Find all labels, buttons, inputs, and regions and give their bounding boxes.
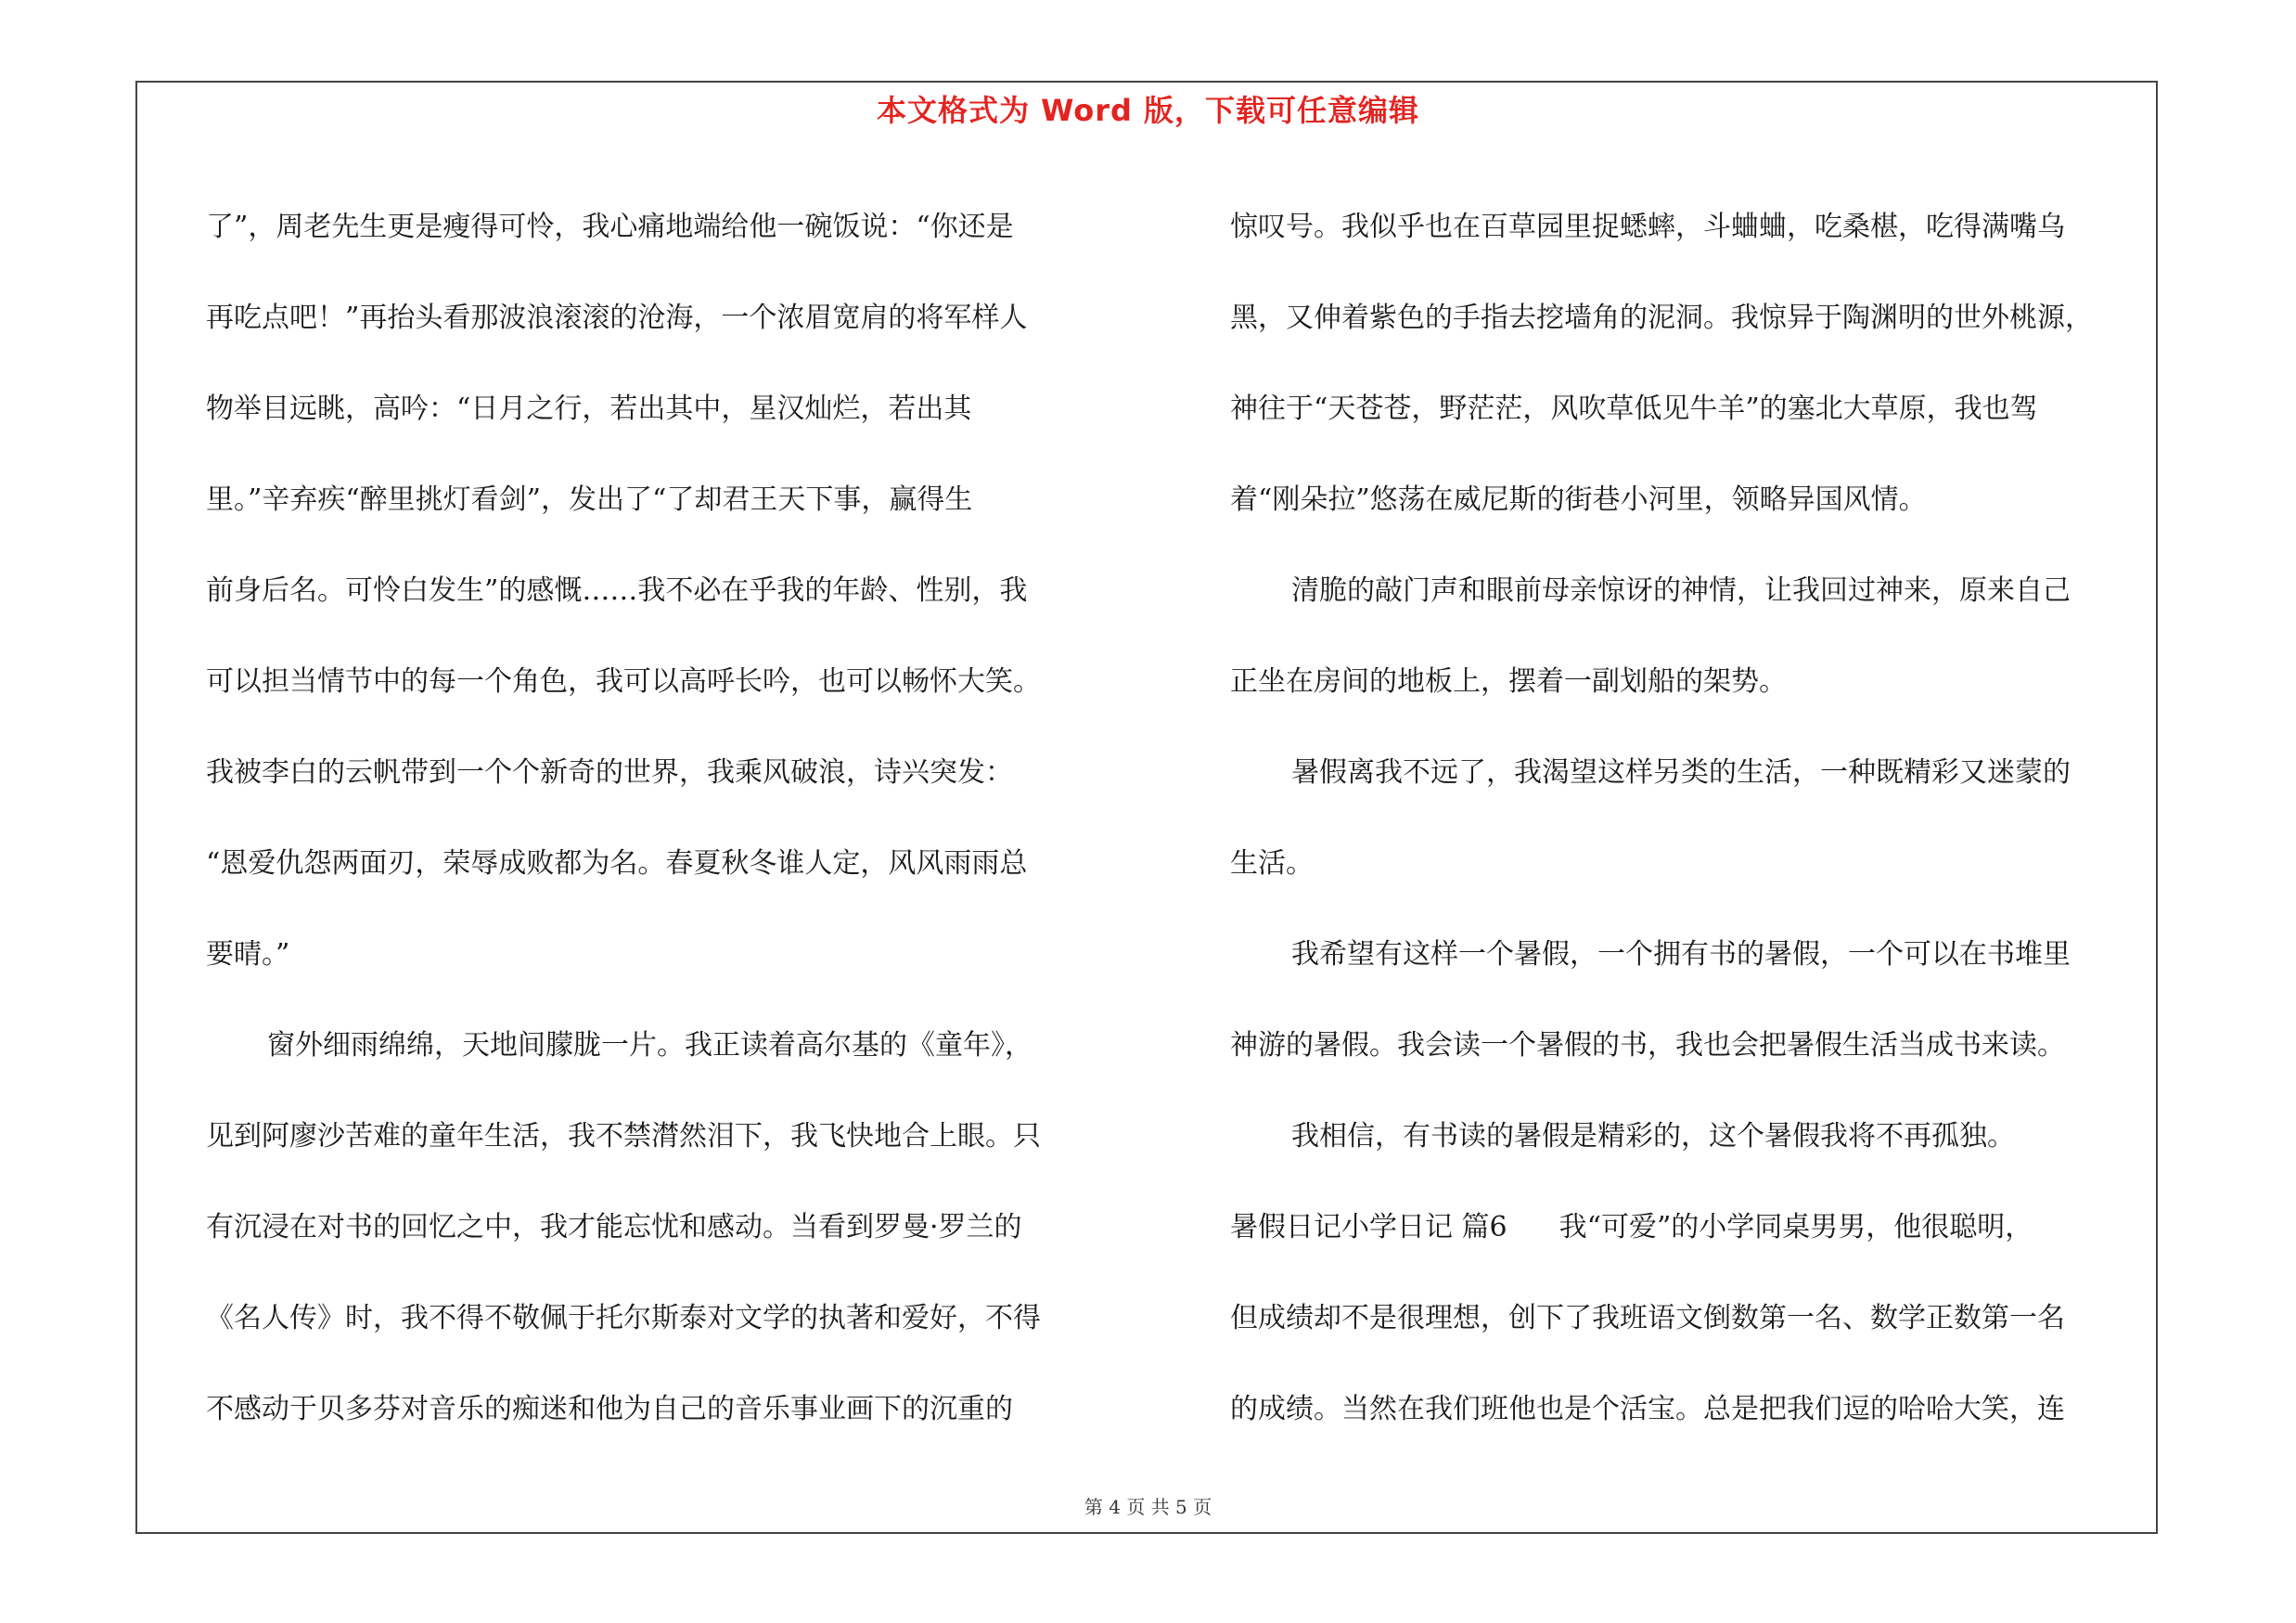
paragraph-start-line: 我希望有这样一个暑假，一个拥有书的暑假，一个可以在书堆里 xyxy=(1291,938,2071,971)
text-line: 生活。 xyxy=(1230,847,1314,880)
text-line: 神往于“天苍苍，野茫茫，风吹草低见牛羊”的塞北大草原，我也驾 xyxy=(1230,393,2038,425)
text-line: 着“刚朵拉”悠荡在威尼斯的街巷小河里，领略异国风情。 xyxy=(1230,483,1927,516)
text-line: 但成绩却不是很理想，创下了我班语文倒数第一名、数学正数第一名 xyxy=(1230,1302,2065,1334)
text-line: “恩爱仇怨两面刃，荣辱成败都为名。春夏秋冬谁人定，风风雨雨总 xyxy=(206,847,1028,880)
text-line: 可以担当情节中的每一个角色，我可以高呼长吟，也可以畅怀大笑。 xyxy=(206,665,1041,698)
section-heading: 暑假日记小学日记 篇6 xyxy=(1230,1211,1507,1243)
paragraph-start-line: 我相信，有书读的暑假是精彩的，这个暑假我将不再孤独。 xyxy=(1291,1120,2015,1153)
text-line: 惊叹号。我似乎也在百草园里捉蟋蟀，斗蛐蛐，吃桑椹，吃得满嘴乌 xyxy=(1230,211,2065,243)
paragraph-start-line: 窗外细雨绵绵，天地间朦胧一片。我正读着高尔基的《童年》， xyxy=(267,1029,1033,1062)
text-line: 神游的暑假。我会读一个暑假的书，我也会把暑假生活当成书来读。 xyxy=(1230,1029,2065,1062)
text-line: 有沉浸在对书的回忆之中，我才能忘忧和感动。当看到罗曼·罗兰的 xyxy=(206,1211,1022,1243)
text-line: 再吃点吧！”再抬头看那波浪滚滚的沧海，一个浓眉宽肩的将军样人 xyxy=(206,302,1028,334)
text-line: 黑，又伸着紫色的手指去挖墙角的泥洞。我惊异于陶渊明的世外桃源， xyxy=(1230,302,2093,334)
text-line: 要晴。” xyxy=(206,938,290,971)
section-heading-line xyxy=(1230,1182,2158,1273)
text-line: 物举目远眺，高吟：“日月之行，若出其中，星汉灿烂，若出其 xyxy=(206,393,972,425)
text-line: 了”，周老先生更是瘦得可怜，我心痛地端给他一碗饭说：“你还是 xyxy=(206,211,1014,243)
text-line: 前身后名。可怜白发生”的感慨……我不必在乎我的年龄、性别，我 xyxy=(206,574,1028,607)
text-line: 的成绩。当然在我们班他也是个活宝。总是把我们逗的哈哈大笑，连 xyxy=(1230,1393,2065,1425)
text-line: 《名人传》时，我不得不敬佩于托尔斯泰对文学的执著和爱好，不得 xyxy=(206,1302,1041,1334)
text-line: 里。”辛弃疾“醉里挑灯看剑”，发出了“了却君王天下事，赢得生 xyxy=(206,483,973,516)
left-column xyxy=(206,182,1134,1455)
text-line: 正坐在房间的地板上，摆着一副划船的架势。 xyxy=(1230,665,1787,698)
paragraph-start-line: 清脆的敲门声和眼前母亲惊讶的神情，让我回过神来，原来自己 xyxy=(1291,574,2071,607)
text-line: 我被李白的云帆带到一个个新奇的世界，我乘风破浪，诗兴突发： xyxy=(206,756,1013,789)
paragraph-start-line: 暑假离我不远了，我渴望这样另类的生活，一种既精彩又迷蒙的 xyxy=(1291,756,2071,789)
page-footer: 第 4 页 共 5 页 xyxy=(1084,1496,1212,1518)
section-first-sentence: 我“可爱”的小学同桌男男，他很聪明， xyxy=(1558,1211,2033,1243)
text-line: 不感动于贝多芬对音乐的痴迷和他为自己的音乐事业画下的沉重的 xyxy=(206,1393,1013,1425)
text-line: 见到阿廖沙苦难的童年生活，我不禁潸然泪下，我飞快地合上眼。只 xyxy=(206,1120,1041,1153)
header-banner: 本文格式为 Word 版，下载可任意编辑 xyxy=(876,93,1420,128)
right-column xyxy=(1230,182,2158,1455)
